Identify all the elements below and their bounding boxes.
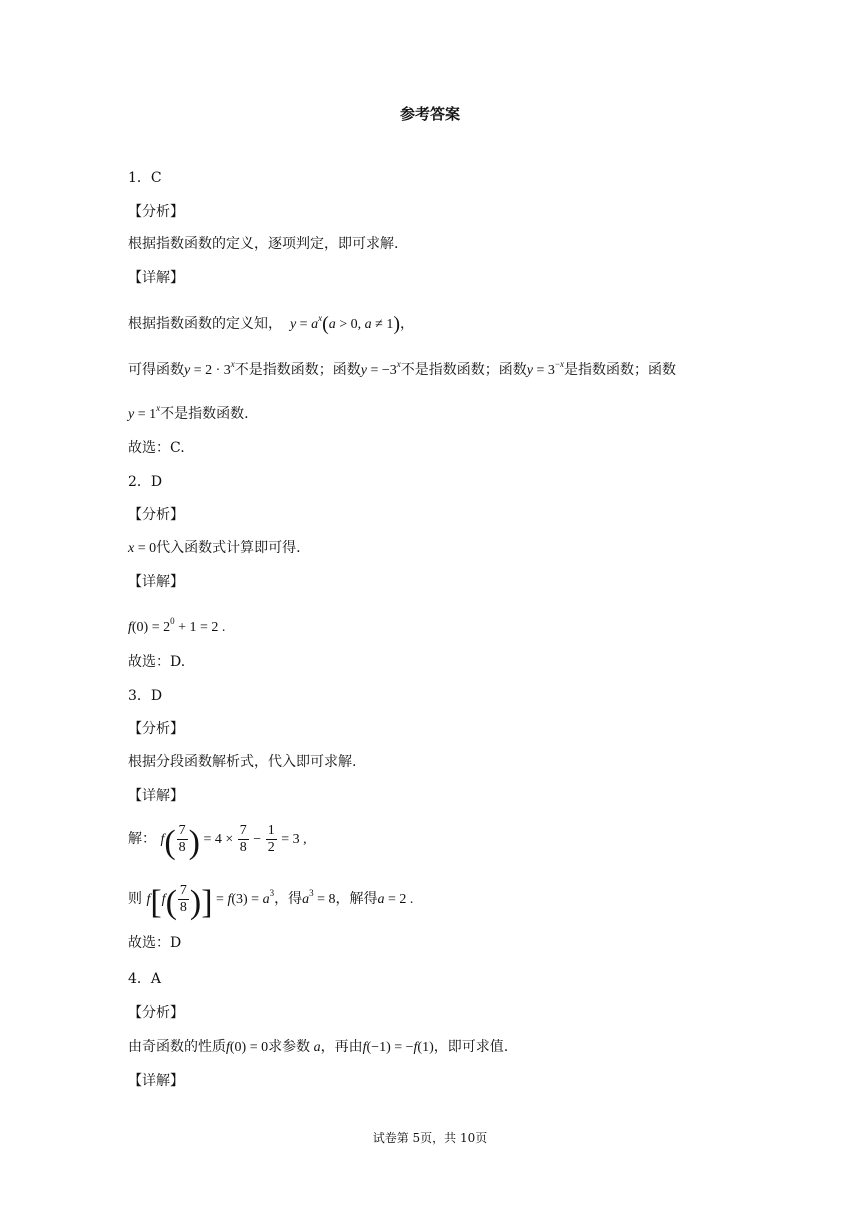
q1-analysis-tag: 【分析】: [128, 204, 184, 220]
q3-answer: 3．D: [128, 688, 163, 704]
page-footer: 试卷第 5页，共 10页: [372, 1131, 488, 1145]
q2-detail-line: [128, 611, 225, 638]
q3-analysis-tag: 【分析】: [128, 721, 184, 737]
q2-analysis-line: x = 0代入函数式计算即可得.: [128, 540, 301, 556]
formula-f0-eq-0: f(0) = 0: [226, 1040, 269, 1055]
formula-f78: f( $\frac{7}{8}$ ) = 4 × $\frac{7}{8}$ − $\frac{1}{2}$ = 3 ,: [160, 823, 307, 861]
q1-analysis-text: 根据指数函数的定义，逐项判定，即可求解.: [128, 236, 399, 252]
q4-analysis-tag: 【分析】: [128, 1005, 184, 1021]
q1-detail-tag: 【详解】: [128, 270, 184, 286]
q1-detail-line1: 根据指数函数的定义知， $y = a^x(a > 0$, a ≠ 1)，: [128, 313, 415, 335]
q4-answer: 4．A: [128, 971, 162, 987]
q2-choice: 故选：D.: [128, 654, 186, 670]
q2-detail-tag: 【详解】: [128, 574, 184, 590]
q1-detail-line2: 可得函数$y = 2 \cdot 3^x$不是指数函数；函数$y = -3^x$不是指数函数；函数$y = 3^{-x}$是指数函数；函数: [128, 359, 676, 378]
formula-a2: a = 2 .: [377, 892, 414, 907]
formula-param-a: a: [310, 1040, 321, 1055]
q3-detail-line2: 则 f[f( $\frac{7}{8}$ )] = $f(3) = a^3$，得$a^3 = 8$，解得a = 2 .: [128, 883, 414, 921]
formula-odd: f(−1) = −f(1): [362, 1040, 434, 1055]
q3-analysis-text: 根据分段函数解析式，代入即可求解.: [128, 754, 357, 770]
formula-neg3x: $y = -3^x$: [360, 359, 401, 378]
q4-analysis-line: 由奇函数的性质f(0) = 0求参数 a，再由f(−1) = −f(1)，即可求值.: [128, 1039, 509, 1055]
q3-choice: 故选：D: [128, 935, 182, 951]
formula-f0: $f(0) = 2^0 + 1 = 2$ .: [128, 616, 226, 635]
q1-detail-line3: $y = 1^x$不是指数函数.: [128, 403, 249, 422]
formula-x0: x = 0: [128, 541, 157, 556]
page-title: 参考答案: [399, 105, 460, 123]
q1-choice: 故选：C.: [128, 440, 185, 456]
q3-detail-tag: 【详解】: [128, 788, 184, 804]
formula-2x3x: $y = 2 \cdot 3^x$: [184, 359, 235, 378]
formula-a3-8: $a^3 = 8$: [302, 888, 336, 907]
q2-answer: 2．D: [128, 474, 163, 490]
q2-analysis-tag: 【分析】: [128, 507, 184, 523]
formula-1x: $y = 1^x$: [128, 403, 161, 422]
formula-ff78: f[f( $\frac{7}{8}$ )] = $f(3) = a^3$: [146, 883, 275, 921]
formula-exp-def: $y = a^x(a > 0$, a ≠ 1)，: [289, 313, 415, 335]
formula-3negx: $y = 3^{-x}$: [526, 359, 564, 378]
q3-detail-line1: 解： f( $\frac{7}{8}$ ) = 4 × $\frac{7}{8}$ − $\frac{1}{2}$ = 3 ,: [128, 823, 307, 861]
q4-detail-tag: 【详解】: [128, 1073, 184, 1089]
q1-answer: 1．C: [128, 170, 162, 186]
